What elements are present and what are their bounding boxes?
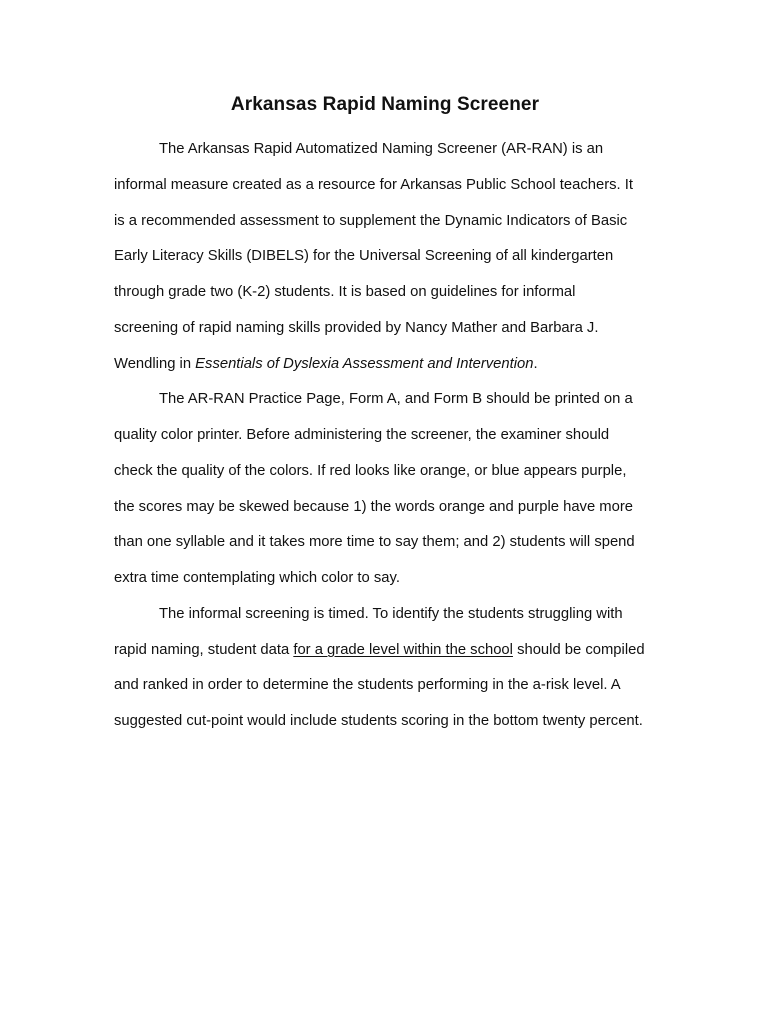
paragraph-1-line-7-start: Wendling in [114,355,196,372]
paragraph-2-line-3: check the quality of the colors. If red looks like orange, or blue appears purple, [114,462,627,479]
paragraph-2-line-1: The AR-RAN Practice Page, Form A, and Form B should be printed on a [159,391,633,408]
paragraph-2-line-5: than one syllable and it takes more time to say them; and 2) students will spend [114,534,635,551]
paragraph-1-line-5: through grade two (K-2) students. It is based on guidelines for informal [114,284,576,300]
paragraph-1-line-7 [114,347,659,383]
book-title-citation: Essentials of Dyslexia Assessment and Intervention [195,355,534,372]
paragraph-3-line-2-start: rapid naming, student data [114,641,294,658]
paragraph-1-line-2: informal measure created as a resource for Arkansas Public School teachers. It [114,176,633,193]
underlined-phrase: for a grade level within the school [293,641,513,658]
paragraph-1-line-6: screening of rapid naming skills provided by Nancy Mather and Barbara J. [114,319,599,336]
paragraph-3-line-2 [114,633,659,669]
paragraph-2-line-6: extra time contemplating which color to say. [114,570,400,586]
document-title: Arkansas Rapid Naming Screener [230,94,540,115]
paragraph-3-line-4: suggested cut-point would include students scoring in the bottom twenty percent. [114,713,643,729]
document-body [114,132,659,740]
paragraph-2-line-4: the scores may be skewed because 1) the words orange and purple have more [114,498,634,515]
paragraph-2-line-2: quality color printer. Before administering the screener, the examiner should [114,427,610,443]
paragraph-1-line-1: The Arkansas Rapid Automatized Naming Screener (AR-RAN) is an [159,141,604,157]
paragraph-3-line-3: and ranked in order to determine the students performing in the a-risk level. A [114,677,621,694]
paragraph-1-line-3: is a recommended assessment to supplement the Dynamic Indicators of Basic [114,212,628,229]
paragraph-1-line-4: Early Literacy Skills (DIBELS) for the Universal Screening of all kindergarten [114,248,614,265]
paragraph-3-line-2-end: should be compiled [512,641,645,658]
paragraph-3-line-1: The informal screening is timed. To identify the students struggling with [159,605,623,622]
paragraph-1-line-7-end: . [533,355,538,372]
